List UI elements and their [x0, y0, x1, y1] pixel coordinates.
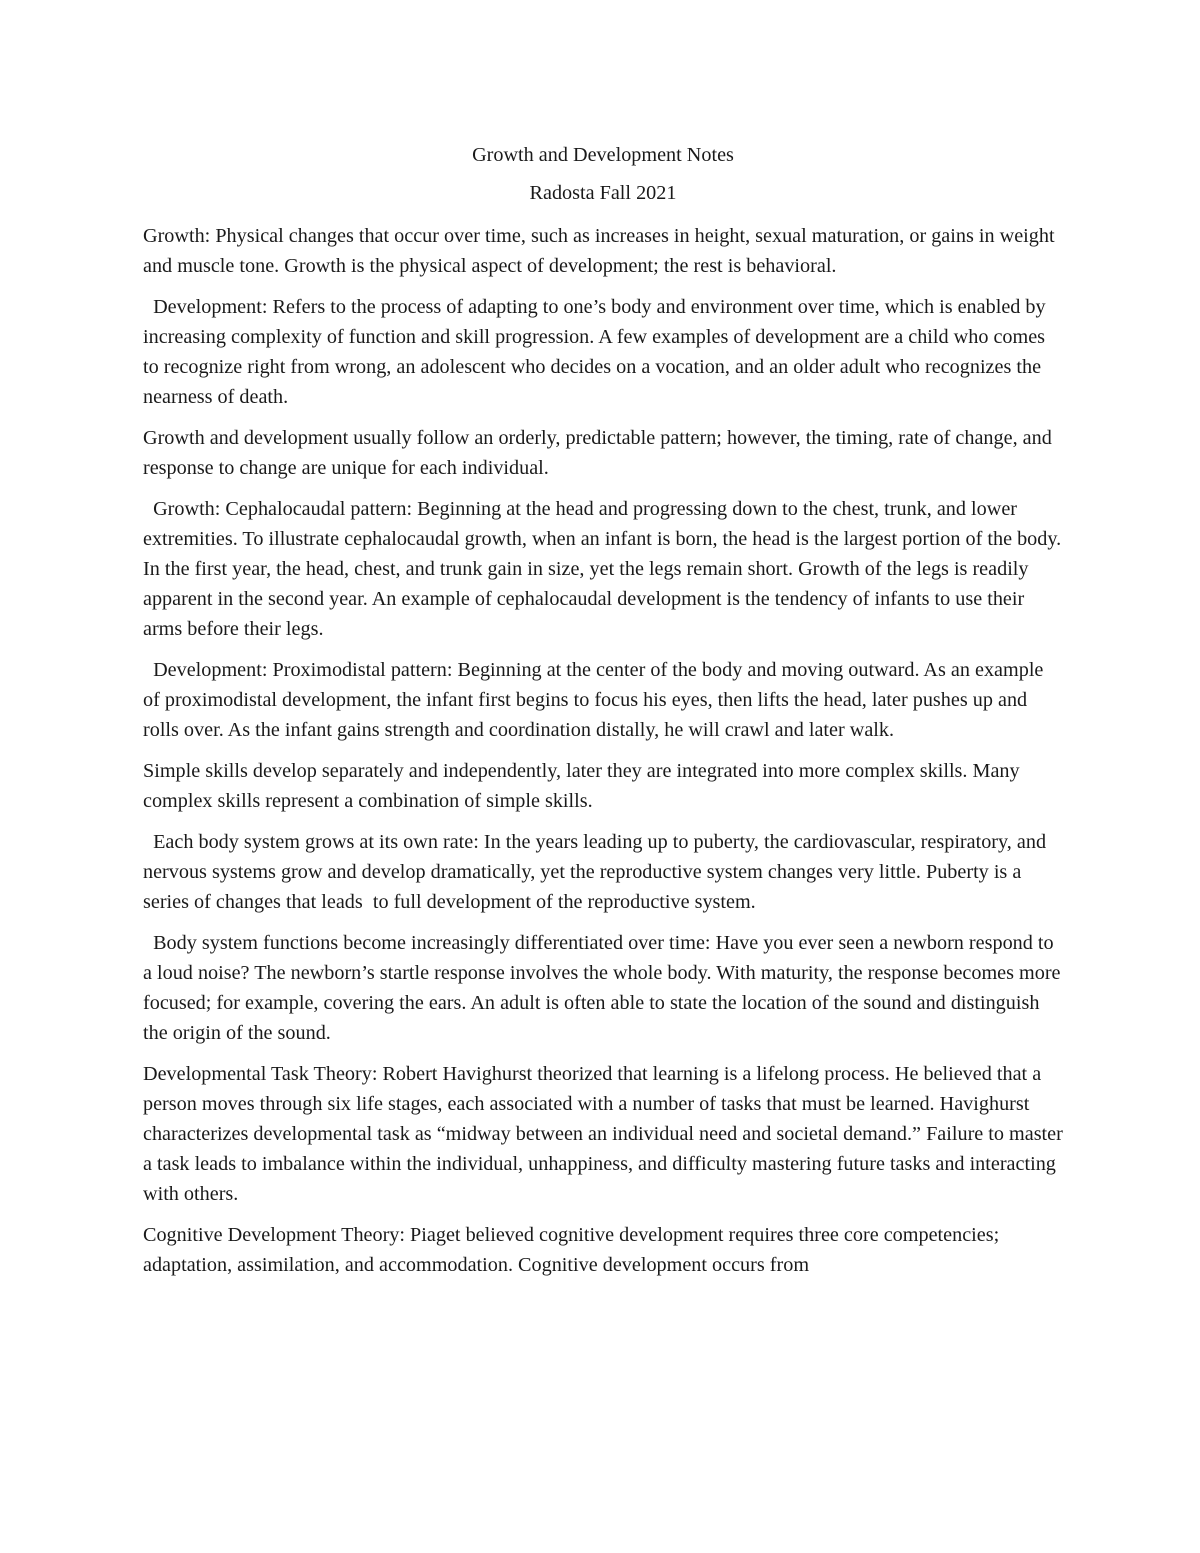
paragraph-developmental-task-theory: Developmental Task Theory: Robert Havighurst theorized that learning is a lifelong process. He believed that a person moves through six life stages, each associated with a number of tasks that must be learned. Havighurst characterizes developmental task as “midway between an individual need and societal demand.” Failure to master a task leads to imbalance within the individual, unhappiness, and difficulty mastering future tasks and interacting with others. [143, 1063, 1068, 1205]
paragraph-body-system-differentiation: Body system functions become increasingly differentiated over time: Have you ever seen a newborn respond to a loud noise? The newborn’s startle response involves the whole body. With maturity, the response becomes more focused; for example, covering the ears. An adult is often able to state the location of the sound and distinguish the origin of the sound. [143, 932, 1066, 1044]
paragraph-body-system-rate: Each body system grows at its own rate: In the years leading up to puberty, the cardiovascular, respiratory, and nervous systems grow and develop dramatically, yet the reproductive system changes very little. Puberty is a series of changes that leads to full development of the reproductive system. [143, 831, 1052, 913]
paragraph-orderly-pattern: Growth and development usually follow an orderly, predictable pattern; however, the timing, rate of change, and response to change are unique for each individual. [143, 427, 1057, 479]
paragraph-growth-definition: Growth: Physical changes that occur over time, such as increases in height, sexual maturation, or gains in weight and muscle tone. Growth is the physical aspect of development; the rest is behavioral. [143, 225, 1060, 277]
document-body [143, 140, 1068, 1280]
document-subtitle: Radosta Fall 2021 [529, 182, 677, 204]
paragraph-cephalocaudal: Growth: Cephalocaudal pattern: Beginning at the head and progressing down to the chest, trunk, and lower extremities. To illustrate cephalocaudal growth, when an infant is born, the head is the largest portion of the body. In the first year, the head, chest, and trunk gain in size, yet the legs remain short. Growth of the legs is readily apparent in the second year. An example of cephalocaudal development is the tendency of infants to use their arms before their legs. [143, 498, 1067, 640]
paragraph-cognitive-development-theory: Cognitive Development Theory: Piaget believed cognitive development requires three core competencies; adaptation, assimilation, and accommodation. Cognitive development occurs from [143, 1224, 1005, 1276]
paragraph-proximodistal: Development: Proximodistal pattern: Beginning at the center of the body and moving outward. As an example of proximodistal development, the infant first begins to focus his eyes, then lifts the head, later pushes up and rolls over. As the infant gains strength and coordination distally, he will crawl and later walk. [143, 659, 1049, 741]
paragraph-development-definition: Development: Refers to the process of adapting to one’s body and environment over time, which is enabled by increasing complexity of function and skill progression. A few examples of development are a child who comes to recognize right from wrong, an adolescent who decides on a vocation, and an older adult who recognizes the nearness of death. [143, 296, 1051, 408]
paragraph-simple-skills: Simple skills develop separately and independently, later they are integrated into more complex skills. Many complex skills represent a combination of simple skills. [143, 760, 1025, 812]
document-title: Growth and Development Notes [472, 144, 734, 166]
